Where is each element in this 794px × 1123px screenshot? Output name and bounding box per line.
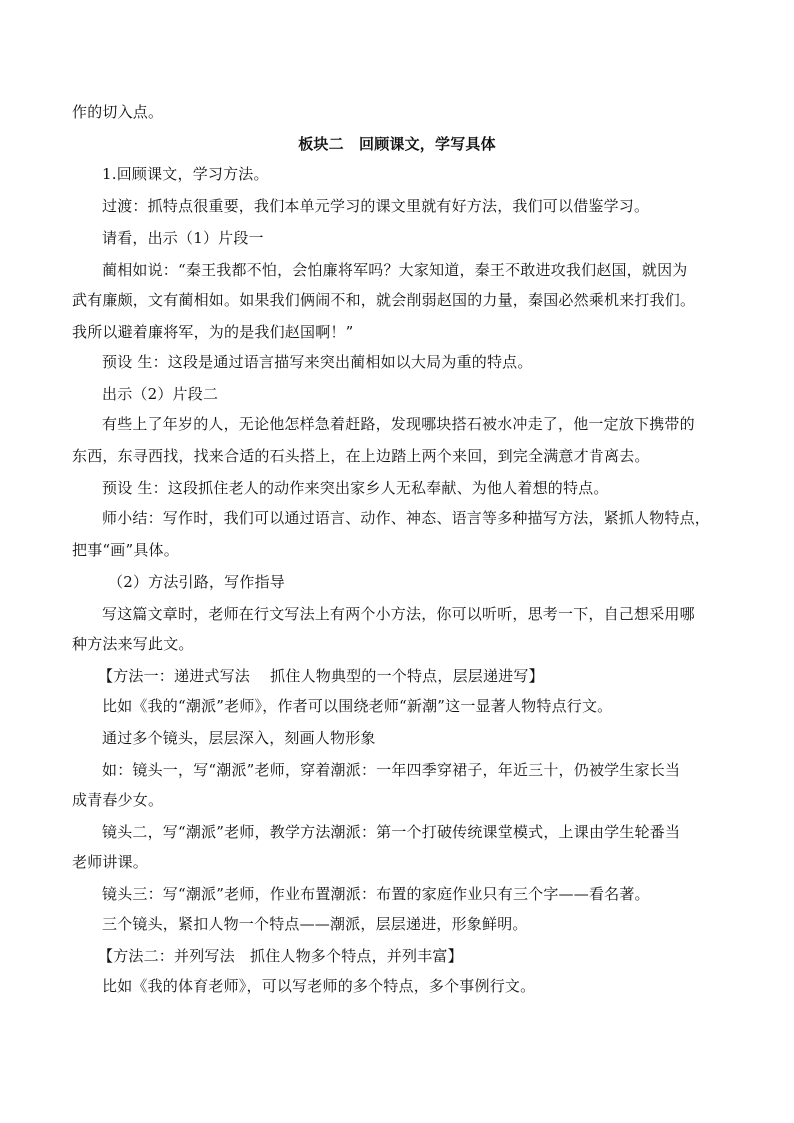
excerpt-2-line-2: 东西，东寻西找，找来合适的石头搭上，在上边踏上两个来回，到完全满意才肯离去。 xyxy=(72,447,650,465)
method-two-heading: 【方法二：并列写法 抓住人物多个特点，并列丰富】 xyxy=(98,947,463,965)
method-one-approach: 通过多个镜头，层层深入，刻画人物形象 xyxy=(102,729,376,747)
shot-two-line-1: 镜头二，写“潮派”老师，教学方法潮派：第一个打破传统课堂模式，上课由学生轮番当 xyxy=(102,823,681,841)
shot-two-line-2: 老师讲课。 xyxy=(72,853,149,871)
step-heading: 1.回顾课文，学习方法。 xyxy=(102,165,269,183)
paragraph-continuation: 作的切入点。 xyxy=(72,103,164,121)
excerpt-1-line-3: 我所以避着廉将军，为的是我们赵国啊！” xyxy=(72,323,354,341)
shot-one-line-2: 成青春少女。 xyxy=(72,791,164,809)
excerpt-2-line-1: 有些上了年岁的人，无论他怎样急着赶路，发现哪块搭石被水冲走了，他一定放下携带的 xyxy=(102,415,695,433)
method-intro-line-2: 种方法来写此文。 xyxy=(72,635,194,653)
excerpt-label-1: 请看，出示（1）片段一 xyxy=(102,229,264,247)
preset-answer-2: 预设 生：这段抓住老人的动作来突出家乡人无私奉献、为他人着想的特点。 xyxy=(102,479,609,497)
excerpt-1-line-1: 蔺相如说：“秦王我都不怕，会怕廉将军吗？大家知道，秦王不敢进攻我们赵国，就因为 xyxy=(102,261,688,279)
shot-three: 镜头三：写“潮派”老师，作业布置潮派：布置的家庭作业只有三个字——看名著。 xyxy=(102,885,650,903)
transition-text: 过渡：抓特点很重要，我们本单元学习的课文里就有好方法，我们可以借鉴学习。 xyxy=(102,197,650,215)
method-two-example: 比如《我的体育老师》，可以写老师的多个特点，多个事例行文。 xyxy=(102,977,536,995)
method-one-example: 比如《我的“潮派”老师》，作者可以围绕老师“新潮”这一显著人物特点行文。 xyxy=(102,697,613,715)
shots-summary: 三个镜头，紧扣人物一个特点——潮派，层层递进，形象鲜明。 xyxy=(102,915,528,933)
method-intro-line-1: 写这篇文章时，老师在行文写法上有两个小方法，你可以听听，思考一下，自己想采用哪 xyxy=(102,605,695,623)
method-one-heading: 【方法一：递进式写法 抓住人物典型的一个特点，层层递进写】 xyxy=(98,667,544,685)
section-heading: 板块二 回顾课文，学写具体 xyxy=(298,135,496,153)
method-guidance-heading: （2）方法引路，写作指导 xyxy=(108,573,285,591)
excerpt-1-line-2: 武有廉颇，文有蔺相如。如果我们俩闹不和，就会削弱赵国的力量，秦国必然乘机来打我们。 xyxy=(72,291,696,309)
teacher-summary-line-2: 把事“画”具体。 xyxy=(72,541,179,559)
shot-one-line-1: 如：镜头一，写“潮派”老师，穿着潮派：一年四季穿裙子，年近三十，仍被学生家长当 xyxy=(102,761,681,779)
teacher-summary-line-1: 师小结：写作时，我们可以通过语言、动作、神态、语言等多种描写方法，紧抓人物特点， xyxy=(102,509,711,527)
excerpt-label-2: 出示（2）片段二 xyxy=(102,385,219,403)
preset-answer-1: 预设 生：这段是通过语言描写来突出蔺相如以大局为重的特点。 xyxy=(102,353,533,371)
